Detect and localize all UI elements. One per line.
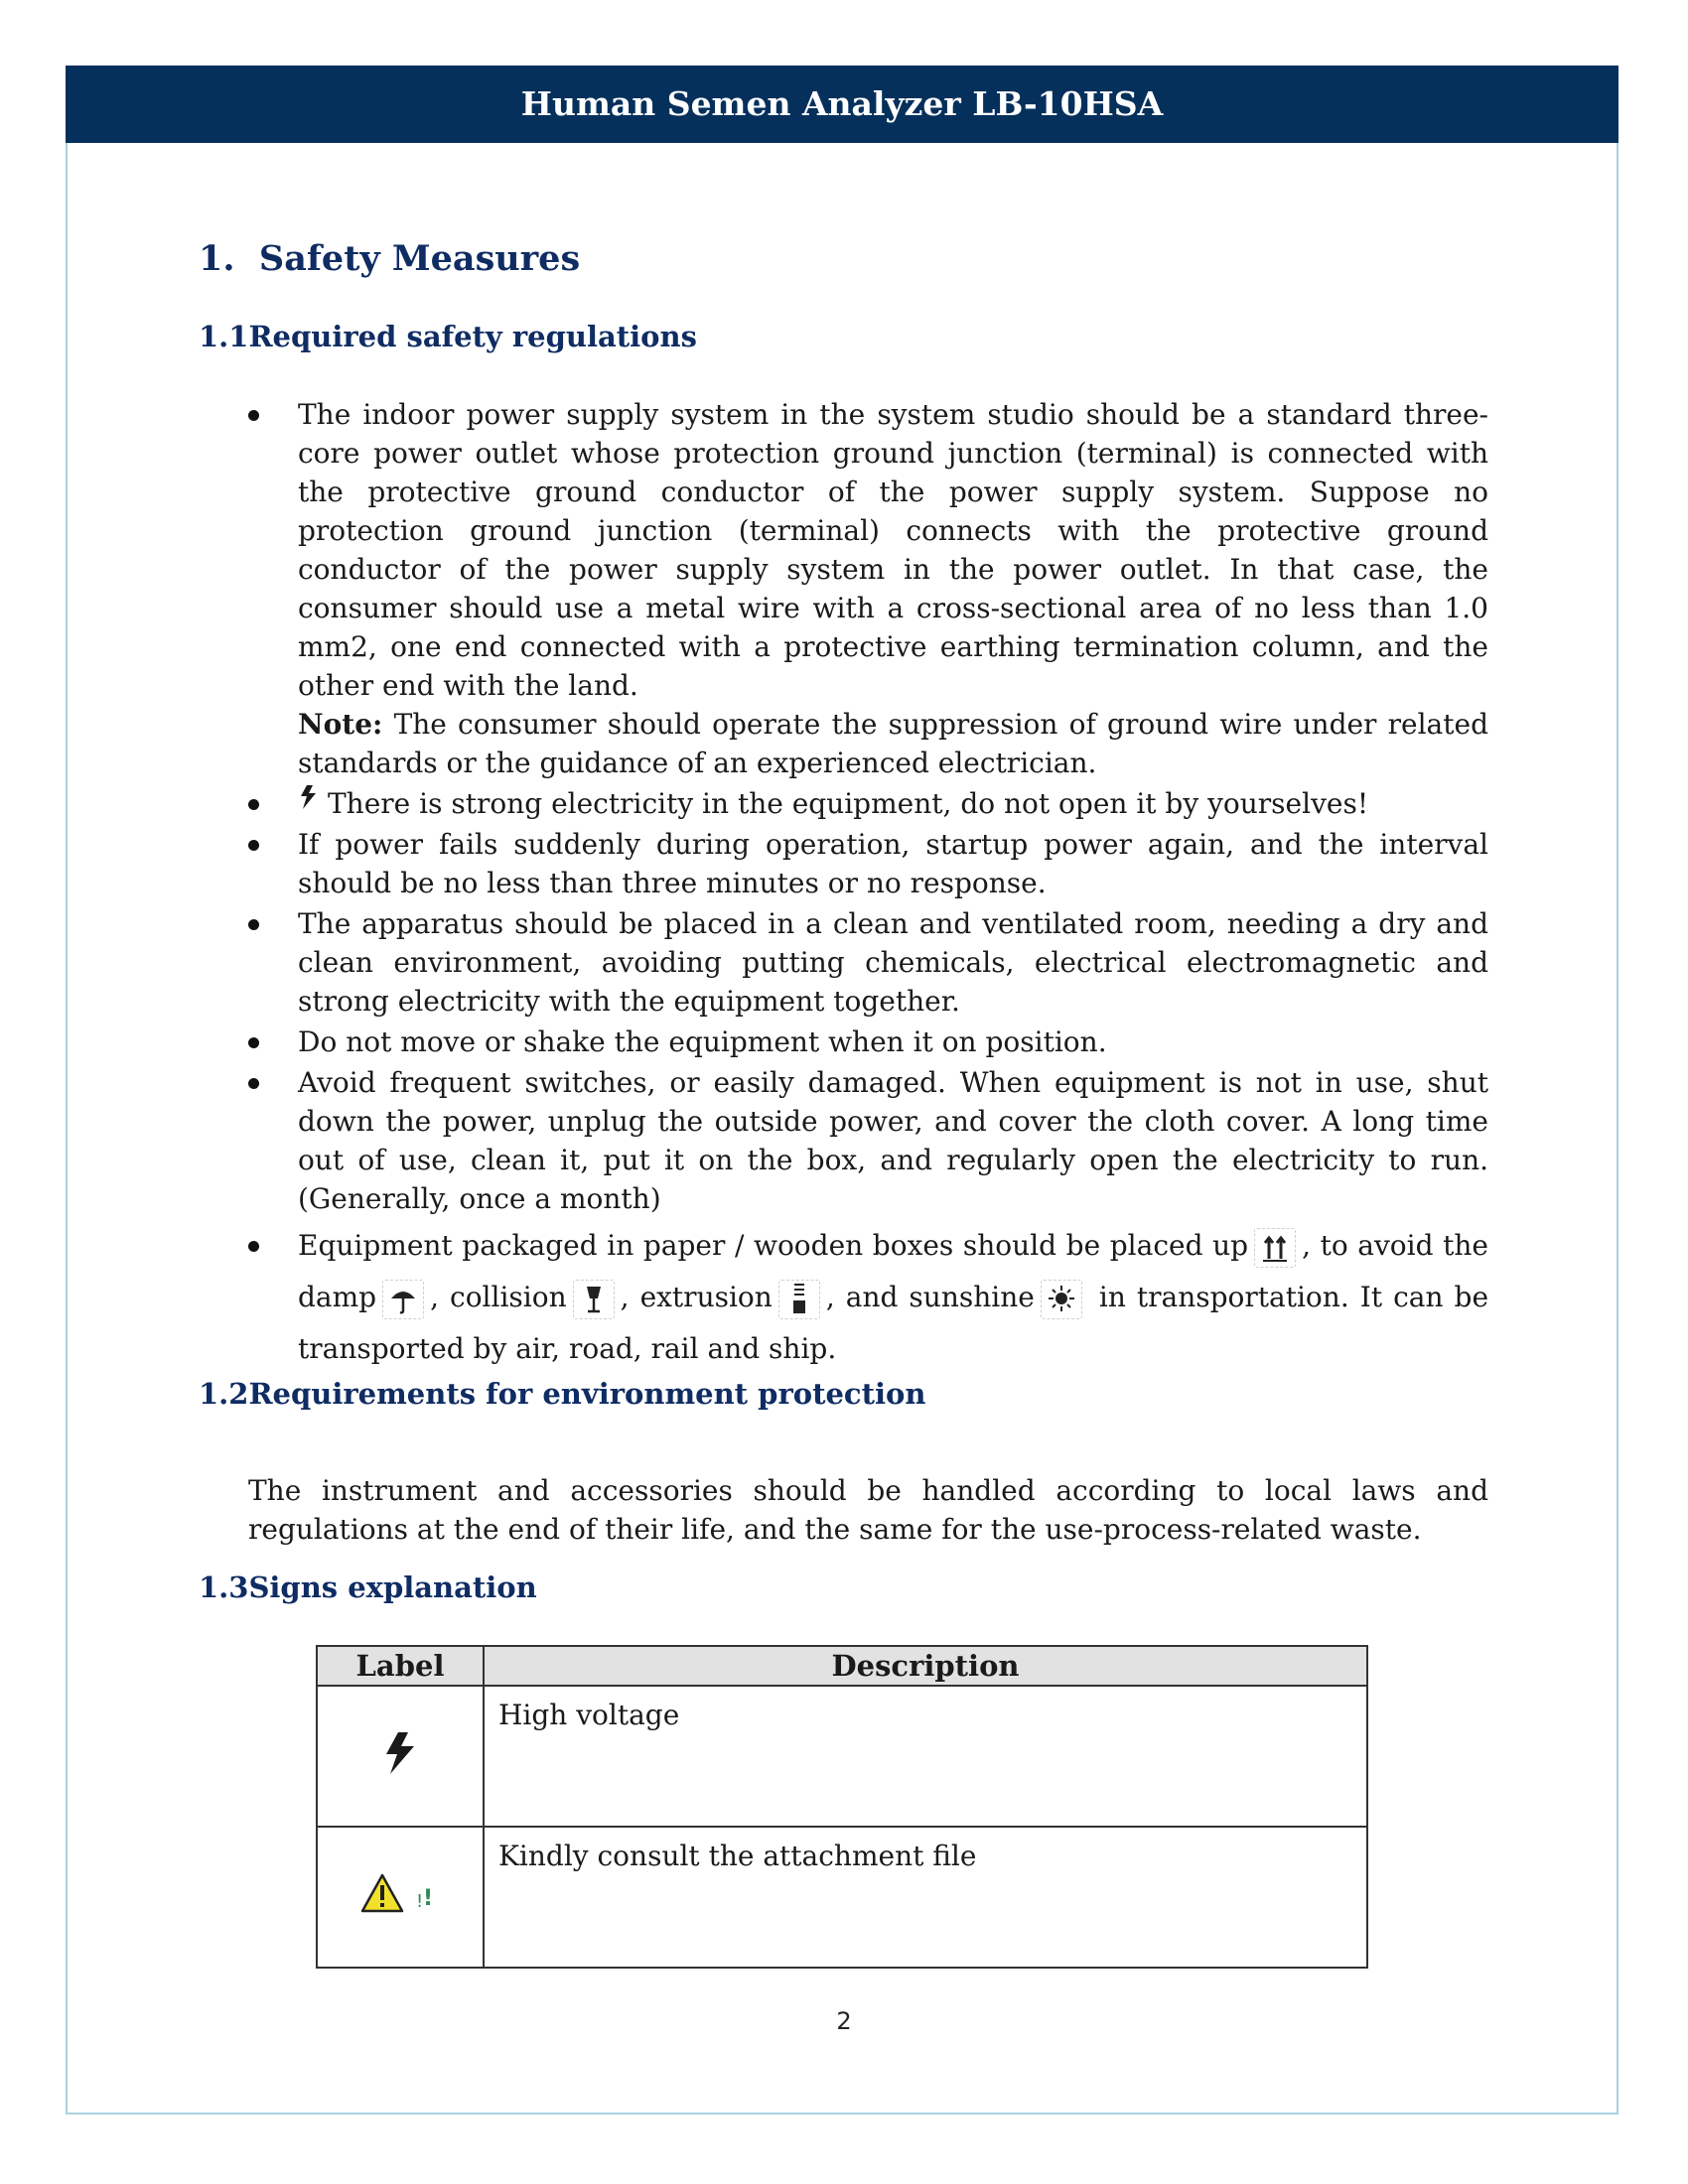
bullet-text: , and sunshine — [825, 1281, 1035, 1313]
safety-bullet-list — [248, 395, 1488, 1377]
list-item — [248, 825, 1488, 902]
table-cell-description: Kindly consult the attachment file — [484, 1827, 1367, 1968]
section-1-heading — [199, 238, 580, 279]
list-item — [248, 1023, 1488, 1061]
note-label: Note: — [298, 708, 383, 741]
bullet-dot — [248, 1241, 259, 1252]
bullet-text: The apparatus should be placed in a clean and ventilated room, needing a dry and clean environment, avoiding putting chemicals, electrical electromagnetic and strong electricity with the equipment together. — [298, 907, 1488, 1018]
header-banner — [66, 66, 1618, 143]
table-row — [317, 1686, 1367, 1827]
document-title: Human Semen Analyzer LB-10HSA — [520, 84, 1164, 123]
list-item — [248, 784, 1488, 823]
svg-text:!: ! — [423, 1885, 434, 1911]
bullet-dot — [248, 410, 259, 421]
table-cell-label — [317, 1686, 484, 1827]
section-1-2-heading — [199, 1377, 925, 1411]
bullet-dot — [248, 919, 259, 930]
section-1-3-heading — [199, 1570, 537, 1604]
environment-paragraph: The instrument and accessories should be handled according to local laws and regulations at the end of their life, and the same for the use-process-related waste. — [248, 1474, 1488, 1546]
note-text: The consumer should operate the suppression of ground wire under related standards or the guidance of an experienced electrician. — [298, 708, 1488, 779]
section-1-2-title: Requirements for environment protection — [248, 1377, 926, 1411]
list-item — [248, 904, 1488, 1021]
table-cell-label — [317, 1827, 484, 1968]
bullet-text: Do not move or shake the equipment when it on position. — [298, 1025, 1107, 1058]
bullet-dot — [248, 1078, 259, 1089]
high-voltage-icon — [380, 1730, 420, 1776]
bullet-text: There is strong electricity in the equipment, do not open it by yourselves! — [328, 787, 1369, 820]
bullet-text: in transportation. It can be transported by air, road, rail and ship. — [298, 1281, 1489, 1365]
list-item — [248, 395, 1488, 782]
list-item — [248, 1063, 1488, 1218]
section-1-3-title: Signs explanation — [248, 1570, 537, 1604]
this-way-up-icon — [1254, 1228, 1296, 1268]
table-header-label: Label — [317, 1646, 484, 1686]
bullet-text: , to avoid the damp — [298, 1229, 1488, 1313]
list-item — [248, 1220, 1488, 1375]
keep-dry-umbrella-icon — [382, 1280, 424, 1319]
table-header-row — [317, 1646, 1367, 1686]
bullet-dot — [248, 840, 259, 851]
bullet-text: , extrusion — [620, 1281, 773, 1313]
table-row — [317, 1827, 1367, 1968]
bullet-dot — [248, 1037, 259, 1048]
bullet-dot — [248, 799, 259, 810]
bullet-text: , collision — [430, 1281, 567, 1313]
signs-table — [316, 1645, 1368, 1969]
section-1-1-number: 1.1 — [199, 320, 249, 353]
bullet-text: Equipment packaged in paper / wooden boxes should be placed up — [298, 1229, 1249, 1262]
keep-away-from-sunlight-icon — [1041, 1280, 1082, 1319]
bullet-text: If power fails suddenly during operation, startup power again, and the interval should be no less than three minutes or no response. — [298, 828, 1488, 899]
table-header-description: Description — [484, 1646, 1367, 1686]
section-1-title: Safety Measures — [258, 238, 581, 279]
warning-triangle-icon — [360, 1871, 440, 1917]
table-cell-description: High voltage — [484, 1686, 1367, 1827]
section-1-number: 1. — [199, 238, 235, 279]
svg-text:!: ! — [416, 1890, 424, 1912]
section-1-3-number: 1.3 — [199, 1570, 249, 1604]
high-voltage-icon — [298, 784, 320, 810]
section-1-2-number: 1.2 — [199, 1377, 249, 1411]
section-1-1-title: Required safety regulations — [248, 320, 697, 353]
stacking-limit-icon — [778, 1280, 820, 1319]
section-1-1-heading — [199, 320, 697, 353]
bullet-text: The indoor power supply system in the system studio should be a standard three-core power outlet whose protection ground junction (terminal) is connected with the protective ground conductor of the power supply system. Suppose no protection ground junction (terminal) connects with the protective ground conductor of the power supply system in the power outlet. In that case, the consumer should use a metal wire with a cross-sectional area of no less than 1.0 mm2, one end connected with a protective earthing termination column, and the other end with the land. — [298, 398, 1488, 702]
fragile-icon — [573, 1280, 615, 1319]
page-number: 2 — [836, 2007, 852, 2035]
bullet-text: Avoid frequent switches, or easily damaged. When equipment is not in use, shut down the power, unplug the outside power, and cover the cloth cover. A long time out of use, clean it, put it on the box, and regularly open the electricity to run. (Generally, once a month) — [298, 1066, 1488, 1215]
